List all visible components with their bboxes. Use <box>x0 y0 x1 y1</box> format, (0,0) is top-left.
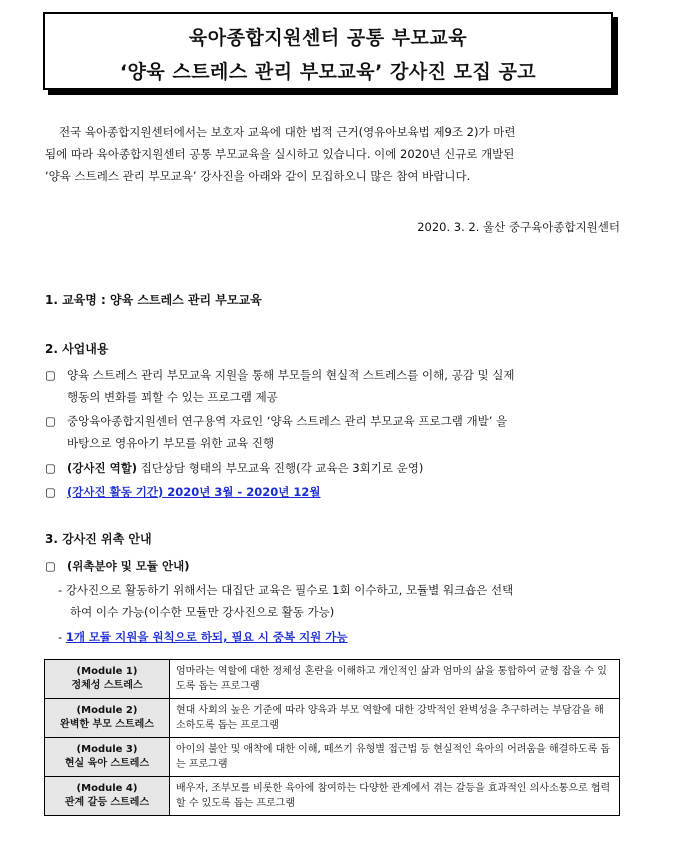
activity-period: (강사진 활동 기간) 2020년 3월 - 2020년 12월 <box>67 485 321 499</box>
page-title-line1: 육아종합지원센터 공통 부모교육 <box>188 27 468 49</box>
section-2-heading: 2. 사업내용 <box>45 342 109 356</box>
table-row <box>45 699 620 738</box>
section-3-heading: 3. 강사진 위촉 안내 <box>45 532 152 546</box>
module-table <box>44 659 620 816</box>
intro-paragraph <box>45 121 620 187</box>
list-item: ▢ 중앙육아종합지원센터 연구용역 자료인 ‘양육 스트레스 관리 부모교육 프로그램 개발’ 을 바탕으로 영유아기 부모를 위한 교육 진행 <box>45 410 620 454</box>
list-item: ▢ 양육 스트레스 관리 부모교육 지원을 통해 부모들의 현실적 스트레스를 이해, 공감 및 실제 행동의 변화를 꾀할 수 있는 프로그램 제공 <box>45 364 620 408</box>
module-name-cell: (Module 4) 관계 갈등 스트레스 <box>45 777 170 816</box>
date-signature: 2020. 3. 2. 울산 중구육아종합지원센터 <box>417 220 620 234</box>
intro-line-3: ‘양육 스트레스 관리 부모교육’ 강사진을 아래와 같이 모집하오니 많은 참여 바랍니다. <box>45 169 471 183</box>
checkbox-bullet-icon: ▢ <box>45 414 56 428</box>
application-rule: 1개 모듈 지원을 원칙으로 하되, 필요 시 중복 지원 가능 <box>65 630 348 644</box>
page-title-line2: ‘양육 스트레스 관리 부모교육’ 강사진 모집 공고 <box>119 61 537 83</box>
module-name-cell: (Module 1) 정체성 스트레스 <box>45 660 170 699</box>
checkbox-bullet-icon: ▢ <box>45 461 56 475</box>
table-row <box>45 777 620 816</box>
section-1-heading: 1. 교육명 : 양육 스트레스 관리 부모교육 <box>45 293 262 307</box>
module-desc-cell: 아이의 불안 및 애착에 대한 이해, 떼쓰기 유형별 접근법 등 현실적인 육아의 어려움을 해결하도록 돕는 프로그램 <box>170 738 620 777</box>
list-item <box>45 481 620 503</box>
table-row <box>45 738 620 777</box>
checkbox-bullet-icon: ▢ <box>45 559 56 573</box>
table-row <box>45 660 620 699</box>
list-item: ▢ (강사진 역할) 집단상담 형태의 부모교육 진행(각 교육은 3회기로 운영) <box>45 457 620 479</box>
dash-item: - 강사진으로 활동하기 위해서는 대집단 교육은 필수로 1회 이수하고, 모듈별 워크숍은 선택 하여 이수 가능(이수한 모듈만 강사진으로 활동 가능) <box>58 583 514 619</box>
intro-line-2: 됨에 따라 육아종합지원센터 공통 부모교육을 실시하고 있습니다. 이에 2020년 신규로 개발된 <box>45 147 515 161</box>
module-name-cell: (Module 2) 완벽한 부모 스트레스 <box>45 699 170 738</box>
checkbox-bullet-icon: ▢ <box>45 368 56 382</box>
module-desc-cell: 배우자, 조부모를 비롯한 육아에 참여하는 다양한 관계에서 겪는 갈등을 효과적인 의사소통으로 협력할 수 있도록 돕는 프로그램 <box>170 777 620 816</box>
module-desc-cell: 현대 사회의 높은 기준에 따라 양육과 부모 역할에 대한 강박적인 완벽성을 추구하려는 부담감을 해소하도록 돕는 프로그램 <box>170 699 620 738</box>
dash-bullet: - <box>58 630 63 644</box>
checkbox-bullet-icon: ▢ <box>45 485 56 499</box>
dash-item <box>58 626 623 648</box>
list-item: ▢ (위촉분야 및 모듈 안내) <box>45 555 620 577</box>
title-box <box>43 12 613 90</box>
module-name-cell: (Module 3) 현실 육아 스트레스 <box>45 738 170 777</box>
dash-bullet: - <box>58 583 63 597</box>
intro-line-1: 전국 육아종합지원센터에서는 보호자 교육에 대한 법적 근거(영유아보육법 제9조 2)가 마련 <box>59 125 516 139</box>
module-desc-cell: 엄마라는 역할에 대한 정체성 혼란을 이해하고 개인적인 삶과 엄마의 삶을 통합하여 균형 잡을 수 있도록 돕는 프로그램 <box>170 660 620 699</box>
